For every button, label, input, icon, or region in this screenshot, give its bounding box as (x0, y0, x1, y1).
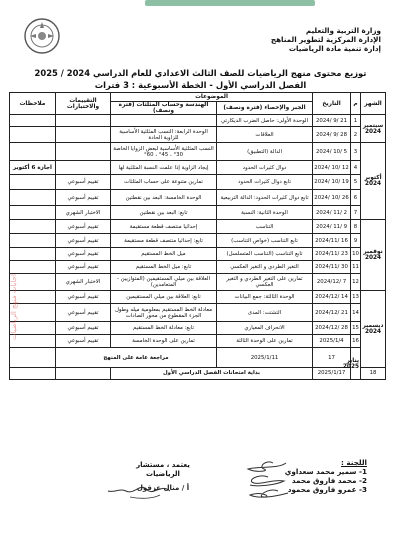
table-row (10, 206, 386, 220)
row-number-cell: 12 (351, 274, 361, 291)
committee-signatures (228, 457, 298, 502)
geometry-topic-cell: تابع: إحداثيا منتصف قطعة مستقيمة (111, 234, 217, 248)
geometry-topic-cell: تمارين متنوعة على حساب المثلثات (111, 175, 217, 190)
date-cell: 2024/ 9/ 28 (313, 127, 351, 143)
assessment-cell: الاختبار الشهري (56, 206, 111, 220)
side-handwritten-note: اجابات منهج الرياضيات (10, 274, 18, 341)
algebra-topic-cell: التغير الطردي و التغير العكسي (217, 261, 313, 274)
table-row (10, 348, 386, 368)
table-row (10, 335, 386, 348)
row-number-cell: 13 (351, 291, 361, 304)
date-cell: 2024/12/ 14 (313, 291, 351, 304)
date-cell: 2024/ 10/ 12 (313, 161, 351, 175)
merged-topic-cell: بداية امتحانات الفصل الدراسي الأول (111, 368, 313, 380)
algebra-topic-cell: التشتت: المدى (217, 304, 313, 322)
table-row (10, 304, 386, 322)
table-row (10, 234, 386, 248)
algebra-topic-cell: الدالة (التطبيق) (217, 143, 313, 161)
algebra-topic-cell: تابع دوال كثيرات الحدود: الدالة التربيعية (217, 190, 313, 206)
assessment-cell (56, 127, 111, 143)
algebra-topic-cell: الوحدة الأولى: حاصل الضرب الديكارتي (217, 115, 313, 127)
geometry-topic-cell: الوحدة الرابعة: النسب المثلثية الأساسية للزاوية الحادة (111, 127, 217, 143)
table-row (10, 248, 386, 261)
date-cell: 2024/11/ 16 (313, 234, 351, 248)
geometry-topic-cell: العلاقة بين ميلي المستقيمين (المتوازيين - المتعامدين) (111, 274, 217, 291)
assessment-cell: الاختبار الشهري (56, 274, 111, 291)
row-number-cell: 14 (351, 304, 361, 322)
geometry-topic-cell: إيجاد الزاوية إذا علمت النسبة المثلثية لها (111, 161, 217, 175)
date-cell: 2024/ 10/ 26 (313, 190, 351, 206)
date-cell: 2025/1/11 (217, 348, 313, 368)
notes-cell (10, 175, 56, 190)
row-number-cell: 11 (351, 261, 361, 274)
algebra-topic-cell: الوحدة الثالثة: جمع البيانات (217, 291, 313, 304)
header-line: وزارة التربية والتعليم (305, 26, 381, 35)
row-number-cell: 18 (361, 368, 386, 380)
geometry-topic-cell (111, 115, 217, 127)
header-geometry: الهندسة وحساب المثلثات (فترة ونصف) (111, 102, 217, 115)
document-subtitle: الفصل الدراسي الأول - الخطة الأسبوعية : 3 فترات (94, 80, 307, 90)
schedule-table (9, 92, 386, 380)
merged-topic-cell: مراجعة عامة على المنهج (56, 348, 217, 368)
ministry-logo (22, 16, 62, 56)
notes-cell (10, 206, 56, 220)
row-number-cell: 3 (351, 143, 361, 161)
date-cell: 2025/1/4 (313, 335, 351, 348)
row-number-cell: 6 (351, 190, 361, 206)
committee-member: 2- محمد فاروق محمد (291, 476, 367, 485)
table-row (10, 127, 386, 143)
top-scan-strip (145, 0, 315, 6)
table-row (10, 291, 386, 304)
date-cell: 2024/ 11/ 2 (313, 206, 351, 220)
assessment-cell (56, 143, 111, 161)
notes-cell (10, 143, 56, 161)
assessment-cell: تقييم أسبوعي (56, 190, 111, 206)
header-topics: الموضوعات (111, 93, 313, 102)
geometry-topic-cell: معادلة الخط المستقيم بمعلومية ميله وطول الجزء المقطوع من محور الصادات (111, 304, 217, 322)
geometry-topic-cell: تابع: العلاقة بين ميلي المستقيمين (111, 291, 217, 304)
algebra-topic-cell: تمارين على الوحدة الثالثة (217, 335, 313, 348)
geometry-topic-cell: الوحدة الخامسة: البعد بين نقطتين (111, 190, 217, 206)
date-cell: 2024/ 11/ 9 (313, 220, 351, 234)
row-number-cell: 16 (351, 335, 361, 348)
row-number-cell: 7 (351, 206, 361, 220)
header-num: م (351, 93, 361, 115)
committee-member: 1- سمير محمد سعداوي (284, 467, 367, 476)
date-cell: 2025/1/17 (313, 368, 351, 380)
assessment-cell: تقييم أسبوعي (56, 291, 111, 304)
algebra-topic-cell: تمارين على التغير الطردي و التغير العكسي (217, 274, 313, 291)
committee-member: 3- عمرو فاروق محمود (287, 485, 367, 494)
table-row (10, 190, 386, 206)
geometry-topic-cell: ميل الخط المستقيم (111, 248, 217, 261)
table-row (10, 220, 386, 234)
assessment-cell: تقييم أسبوعي (56, 220, 111, 234)
row-number-cell: 9 (351, 234, 361, 248)
month-cell: ديسمبر 2024 (361, 291, 386, 368)
table-row (10, 261, 386, 274)
date-cell: 2024/12/ 21 (313, 304, 351, 322)
date-cell: 2024/ 10/ 5 (313, 143, 351, 161)
month-cell: سبتمبر 2024 (361, 115, 386, 143)
row-number-cell: 10 (351, 248, 361, 261)
month-cell: يناير 2025 (351, 348, 361, 380)
geometry-topic-cell: تابع: البعد بين نقطتين (111, 206, 217, 220)
table-row (10, 322, 386, 335)
header-notes: ملاحظات (10, 93, 56, 115)
table-row (10, 274, 386, 291)
geometry-topic-cell: تمارين على الوحدة الخامسة (111, 335, 217, 348)
algebra-topic-cell: الانحراف المعياري (217, 322, 313, 335)
advisor-block (118, 461, 208, 479)
advisor-name: أ / منال عزقول (136, 484, 190, 492)
advisor-approval: يعتمد ، مستشار الرياضيات (136, 461, 190, 478)
algebra-topic-cell: دوال كثيرات الحدود (217, 161, 313, 175)
assessment-cell: تقييم أسبوعي (56, 234, 111, 248)
geometry-topic-cell: تابع: ميل الخط المستقيم (111, 261, 217, 274)
month-cell: نوفمبر 2024 (361, 220, 386, 291)
header-line: الإدارة المركزية لتطوير المناهج (270, 35, 381, 44)
assessment-cell (56, 115, 111, 127)
date-cell: 2024/ 9/ 21 (313, 115, 351, 127)
assessment-cell: تقييم أسبوعي (56, 304, 111, 322)
notes-cell: اجازة 6 أكتوبر (10, 161, 56, 175)
table-row (10, 368, 386, 380)
algebra-topic-cell: تابع التناسب (خواص التناسب) (217, 234, 313, 248)
row-number-cell: 1 (351, 115, 361, 127)
geometry-topic-cell: إحداثيا منتصف قطعة مستقيمة (111, 220, 217, 234)
date-cell: 2024/11/ 23 (313, 248, 351, 261)
row-number-cell: 15 (351, 322, 361, 335)
algebra-topic-cell: الوحدة الثانية: النسبة (217, 206, 313, 220)
header-assessments: التقييمات والاختبارات (56, 93, 111, 115)
table-row (10, 143, 386, 161)
row-number-cell: 2 (351, 127, 361, 143)
algebra-topic-cell: العلاقات (217, 127, 313, 143)
table-row (10, 115, 386, 127)
assessment-cell (56, 161, 111, 175)
committee-label: اللجنة : (341, 458, 367, 467)
document-title: توزيع محتوى منهج الرياضيات للصف الثالث الاعدادي للعام الدراسي 2024 / 2025 (34, 68, 367, 78)
row-number-cell: 8 (351, 220, 361, 234)
header-line: إدارة تنمية مادة الرياضيات (288, 44, 381, 53)
month-cell: أكتوبر 2024 (361, 143, 386, 220)
geometry-topic-cell: النسب المثلثية الأساسية لبعض الزوايا الخاصة 30° ، 45° ، 60° (111, 143, 217, 161)
algebra-topic-cell: تابع دوال كثيرات الحدود (217, 175, 313, 190)
row-number-cell: 5 (351, 175, 361, 190)
date-cell: 2024/ 10/ 19 (313, 175, 351, 190)
assessment-cell: تقييم أسبوعي (56, 322, 111, 335)
assessment-cell: تقييم أسبوعي (56, 261, 111, 274)
row-number-cell: 17 (313, 348, 351, 368)
date-cell: 2024/11/ 30 (313, 261, 351, 274)
table-row (10, 175, 386, 190)
assessment-cell: تقييم أسبوعي (56, 248, 111, 261)
date-cell: 2024/12/ 7 (313, 274, 351, 291)
notes-cell (10, 127, 56, 143)
assessment-cell (56, 368, 111, 380)
geometry-topic-cell: تابع: معادلة الخط المستقيم (111, 322, 217, 335)
notes-cell (10, 115, 56, 127)
algebra-topic-cell: تابع التناسب (التناسب المتسلسل) (217, 248, 313, 261)
header-date: التاريخ (313, 93, 351, 115)
algebra-topic-cell: التناسب (217, 220, 313, 234)
table-row (10, 161, 386, 175)
assessment-cell: تقييم أسبوعي (56, 175, 111, 190)
header-algebra: الجبر والإحصاء (فترة ونصف) (217, 102, 313, 115)
ministry-header (241, 26, 381, 53)
assessment-cell: تقييم أسبوعي (56, 335, 111, 348)
row-number-cell: 4 (351, 161, 361, 175)
header-month: الشهر (361, 93, 386, 115)
date-cell: 2024/12/ 28 (313, 322, 351, 335)
notes-cell (10, 190, 56, 206)
